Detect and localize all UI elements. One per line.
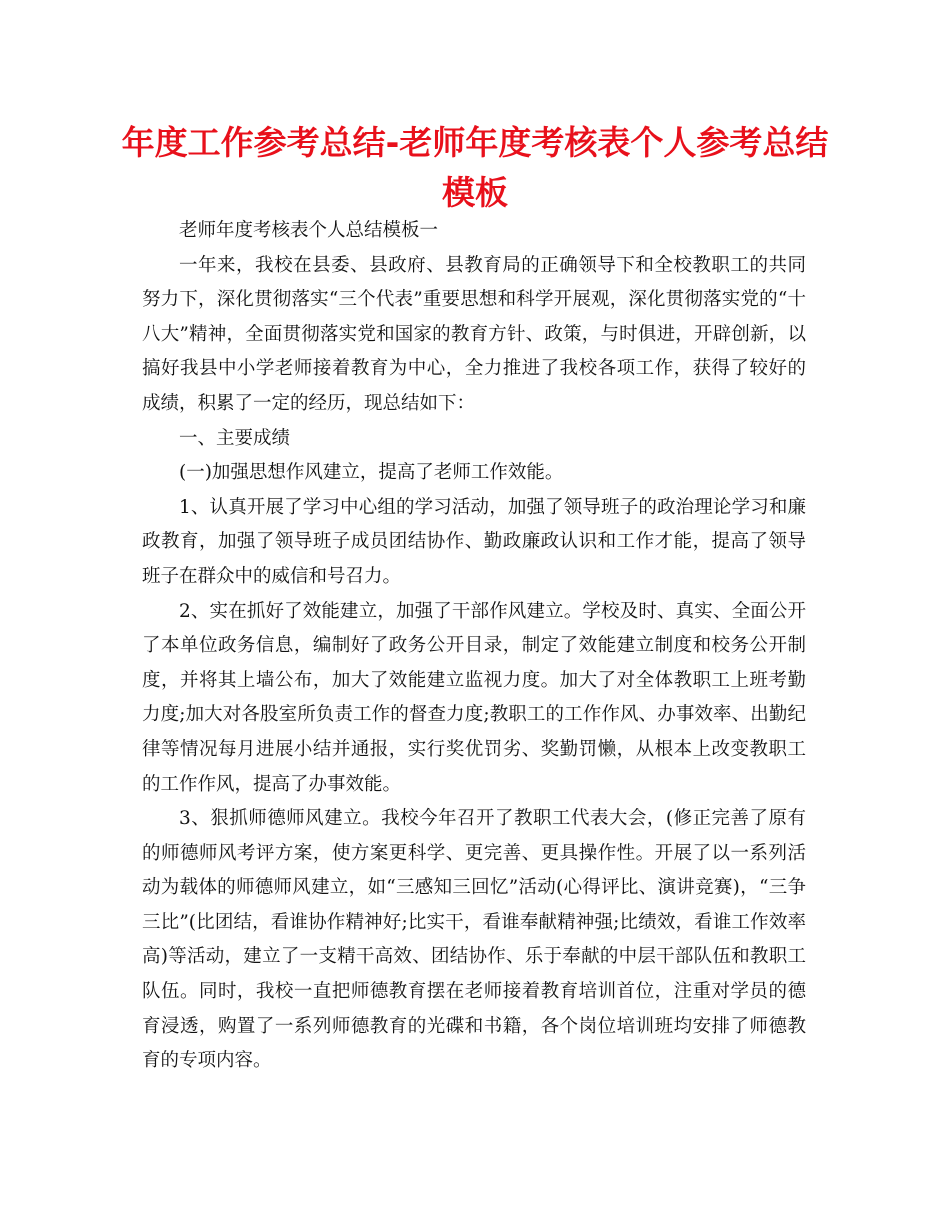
paragraph-heading: 老师年度考核表个人总结模板一 xyxy=(179,220,439,241)
paragraph-item-2: 2、实在抓好了效能建立，加强了干部作风建立。学校及时、真实、全面公开了本单位政务信息，编制好了政务公开目录，制定了效能建立制度和校务公开制度，并将其上墙公布，加大了效能建立监视力度。加大了对全体教职工上班考勤力度;加大对各股室所负责工作的督查力度;教职工的工作作风、办事效率、出勤纪律等情况每月进展小结并通报，实行奖优罚劣、奖勤罚懒，从根本上改变教职工的工作作风，提高了办事效能。 xyxy=(142,600,806,795)
paragraph-intro: 一年来，我校在县委、县政府、县教育局的正确领导下和全校教职工的共同努力下，深化贯彻落实“三个代表”重要思想和科学开展观，深化贯彻落实党的“十八大”精神，全面贯彻落实党和国家的教育方针、政策，与时俱进，开辟创新，以搞好我县中小学老师接着教育为中心，全力推进了我校各项工作，获得了较好的成绩，积累了一定的经历，现总结如下： xyxy=(142,254,806,414)
document-title: 年度工作参考总结-老师年度考核表个人参考总结模板 xyxy=(121,123,829,212)
paragraph-item-3: 3、狠抓师德师风建立。我校今年召开了教职工代表大会，(修正完善了原有的师德师风考评方案，使方案更科学、更完善、更具操作性。开展了以一系列活动为载体的师德师风建立，如“三感知三回忆”活动(心得评比、演讲竞赛)，“三争三比”(比团结，看谁协作精神好;比实干，看谁奉献精神强;比绩效，看谁工作效率高)等活动，建立了一支精干高效、团结协作、乐于奉献的中层干部队伍和教职工队伍。同时，我校一直把师德教育摆在老师接着教育培训首位，注重对学员的德育浸透，购置了一系列师德教育的光碟和书籍，各个岗位培训班均安排了师德教育的专项内容。 xyxy=(142,808,806,1072)
subsection-heading: (一)加强思想作风建立，提高了老师工作效能。 xyxy=(179,462,564,484)
paragraph-item-1: 1、认真开展了学习中心组的学习活动，加强了领导班子的政治理论学习和廉政教育，加强了领导班子成员团结协作、勤政廉政认识和工作才能，提高了领导班子在群众中的威信和号召力。 xyxy=(142,496,806,587)
section-heading: 一、主要成绩 xyxy=(179,427,291,449)
document-body xyxy=(142,214,806,1079)
